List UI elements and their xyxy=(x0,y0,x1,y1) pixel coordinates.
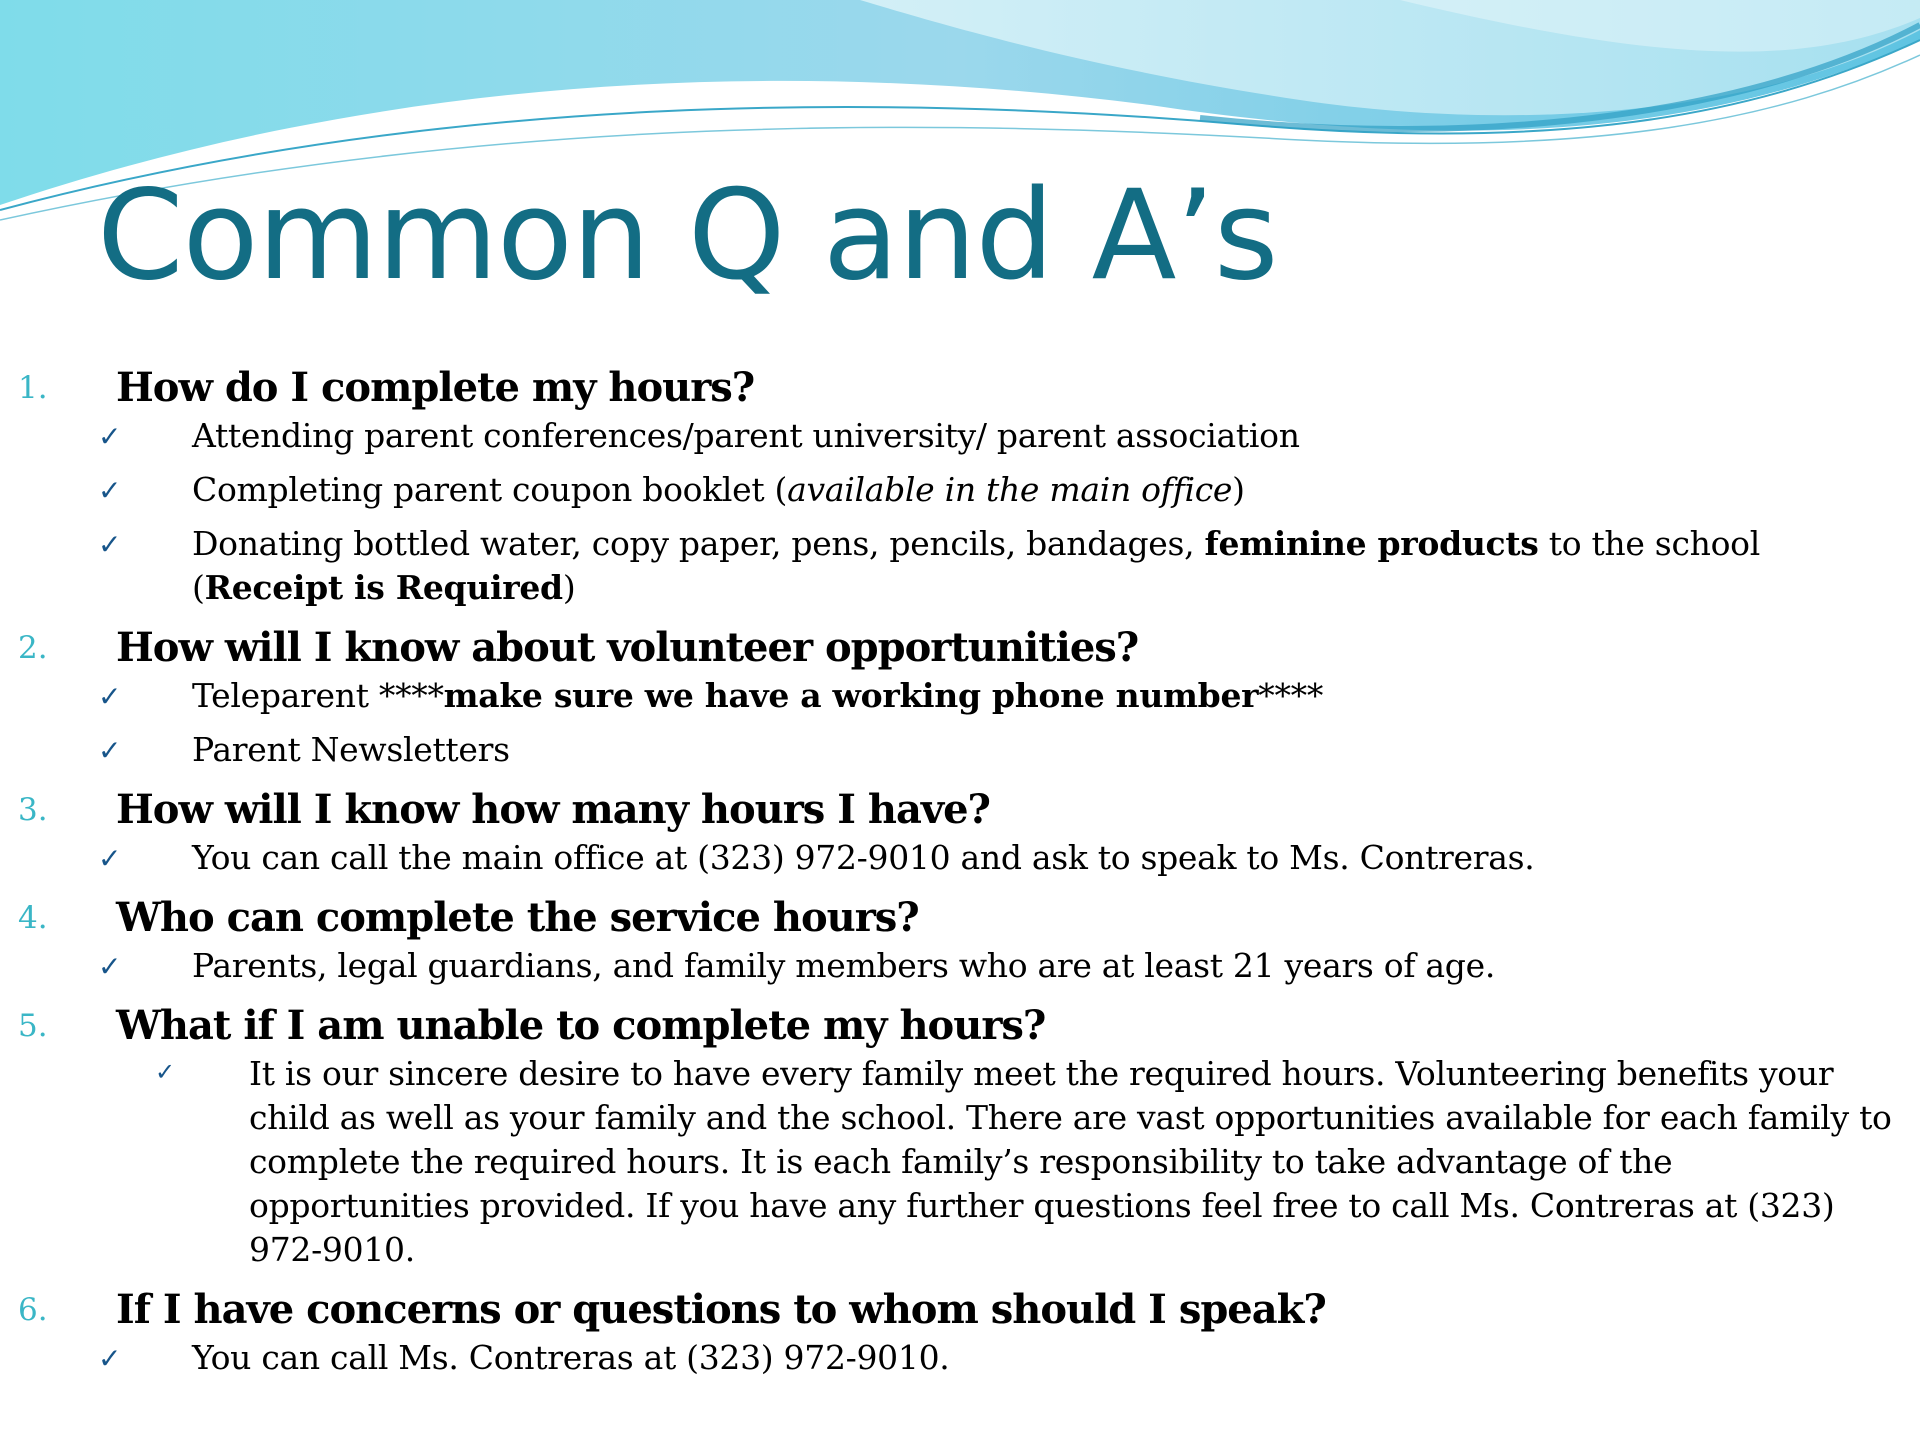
answer-item xyxy=(0,1336,1920,1380)
answer-item xyxy=(0,728,1920,772)
checkmark-icon: ✓ xyxy=(98,950,122,983)
answer-item xyxy=(0,836,1920,880)
qa-list xyxy=(0,360,1920,1390)
question-6 xyxy=(0,1282,1920,1336)
answer-item xyxy=(0,468,1920,512)
checkmark-icon: ✓ xyxy=(98,528,122,561)
answer-text: Teleparent ****make sure we have a working phone number**** xyxy=(192,676,1324,715)
question-number: 1. xyxy=(18,370,48,406)
answer-text: Attending parent conferences/parent university/ parent association xyxy=(192,416,1300,455)
question-text: How do I complete my hours? xyxy=(116,364,755,411)
answer-item xyxy=(0,674,1920,718)
question-number: 2. xyxy=(18,630,48,666)
question-text: If I have concerns or questions to whom should I speak? xyxy=(116,1286,1326,1333)
checkmark-icon: ✓ xyxy=(98,1342,122,1375)
question-2 xyxy=(0,620,1920,674)
checkmark-icon: ✓ xyxy=(98,680,122,713)
question-4 xyxy=(0,890,1920,944)
checkmark-icon: ✓ xyxy=(155,1058,176,1086)
answer-item xyxy=(0,522,1920,610)
answer-text: You can call Ms. Contreras at (323) 972-9010. xyxy=(192,1338,950,1377)
answer-text: Parent Newsletters xyxy=(192,730,510,769)
checkmark-icon: ✓ xyxy=(98,734,122,767)
question-number: 3. xyxy=(18,792,48,828)
question-number: 5. xyxy=(18,1008,48,1044)
question-text: How will I know how many hours I have? xyxy=(116,786,990,833)
checkmark-icon: ✓ xyxy=(98,842,122,875)
answer-text: Completing parent coupon booklet (available in the main office) xyxy=(192,470,1245,509)
answer-item xyxy=(0,944,1920,988)
question-number: 6. xyxy=(18,1292,48,1328)
answer-item xyxy=(0,414,1920,458)
question-3 xyxy=(0,782,1920,836)
question-text: How will I know about volunteer opportunities? xyxy=(116,624,1139,671)
page-title: Common Q and A’s xyxy=(97,164,1278,308)
checkmark-icon: ✓ xyxy=(98,474,122,507)
question-text: What if I am unable to complete my hours? xyxy=(116,1002,1046,1049)
checkmark-icon: ✓ xyxy=(98,420,122,453)
answer-text: Parents, legal guardians, and family members who are at least 21 years of age. xyxy=(192,946,1496,985)
answer-item xyxy=(0,1052,1920,1272)
question-5 xyxy=(0,998,1920,1052)
answer-text: It is our sincere desire to have every family meet the required hours. Volunteering benefits your child as well as your family and the school. There are vast opportunities available for each family to complete the required hours. It is each family’s responsibility to take advantage of the opportunities provided. If you have any further questions feel free to call Ms. Contreras at (323) 972-9010. xyxy=(249,1054,1892,1269)
answer-text: You can call the main office at (323) 972-9010 and ask to speak to Ms. Contreras. xyxy=(192,838,1535,877)
answer-text: Donating bottled water, copy paper, pens, pencils, bandages, feminine products to the school (Receipt is Required) xyxy=(192,524,1760,607)
question-text: Who can complete the service hours? xyxy=(116,894,919,941)
question-number: 4. xyxy=(18,900,48,936)
question-1 xyxy=(0,360,1920,414)
